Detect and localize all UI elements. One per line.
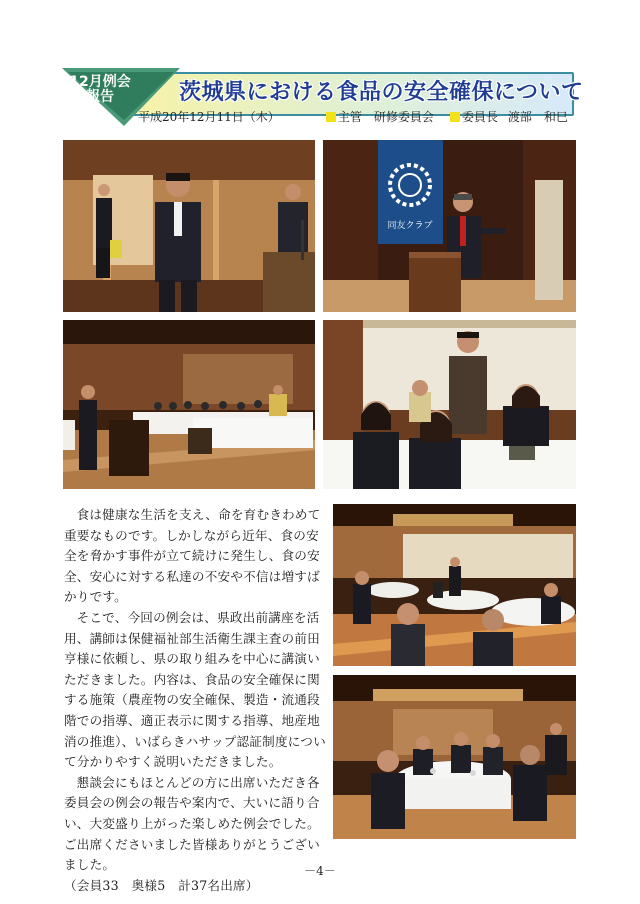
- host-committee: 主管 研修委員会: [337, 110, 434, 124]
- marker-icon: [326, 112, 336, 122]
- banner-text: 同友クラブ: [387, 221, 433, 231]
- photo-round-table-party: [333, 675, 576, 839]
- article-paragraph: 食は健康な生活を支え、命を育むきわめて重要なものです。しかしながら近年、食の安全を脅かす事件が立て続けに発生し、食の安全、安心に対する私達の不安や不信は増すばかりです。: [64, 507, 321, 605]
- article-body: [64, 505, 328, 896]
- chair-title: 委員長: [461, 110, 498, 124]
- chair-name: 渡部 和巳: [507, 110, 568, 124]
- photo-attendees-seated: [323, 320, 576, 489]
- article-paragraph: 懇談会にもほとんどの方に出席いただき各委員会の例会の報告や案内で、大いに語り合い、大変盛り上がった楽しめた例会でした。ご出席くださいました皆様ありがとうございました。: [64, 774, 320, 873]
- badge-line-2: 報告: [86, 89, 114, 105]
- meta-line: [138, 108, 578, 124]
- attendance-note: （会員33 奥様5 計37名出席）: [64, 877, 259, 893]
- meeting-date: 平成20年12月11日（木）: [138, 110, 280, 124]
- article-paragraph: そこで、今回の例会は、県政出前講座を活用、講師は保健福祉部生活衛生課主査の前田亨様に依頼し、県の取り組みを中心に講演いただきました。内容は、食品の安全確保に関する施策（農産物の安全確保、製造・流通段階での指導、適正表示に関する指導、地産地消の推進）、いばらきハサップ認証制度について分かりやすく説明いただきました。: [64, 609, 326, 770]
- page-number: －4－: [304, 864, 336, 878]
- photo-speaker-introduction: [63, 140, 315, 312]
- article-title: 茨城県における食品の安全確保について: [179, 80, 584, 105]
- photo-banquet-hall: [333, 504, 576, 666]
- photo-lecture-hall: [63, 320, 315, 489]
- marker-icon: [450, 112, 460, 122]
- photo-banner-speech: [323, 140, 576, 312]
- badge-line-1: 12月例会: [69, 74, 131, 90]
